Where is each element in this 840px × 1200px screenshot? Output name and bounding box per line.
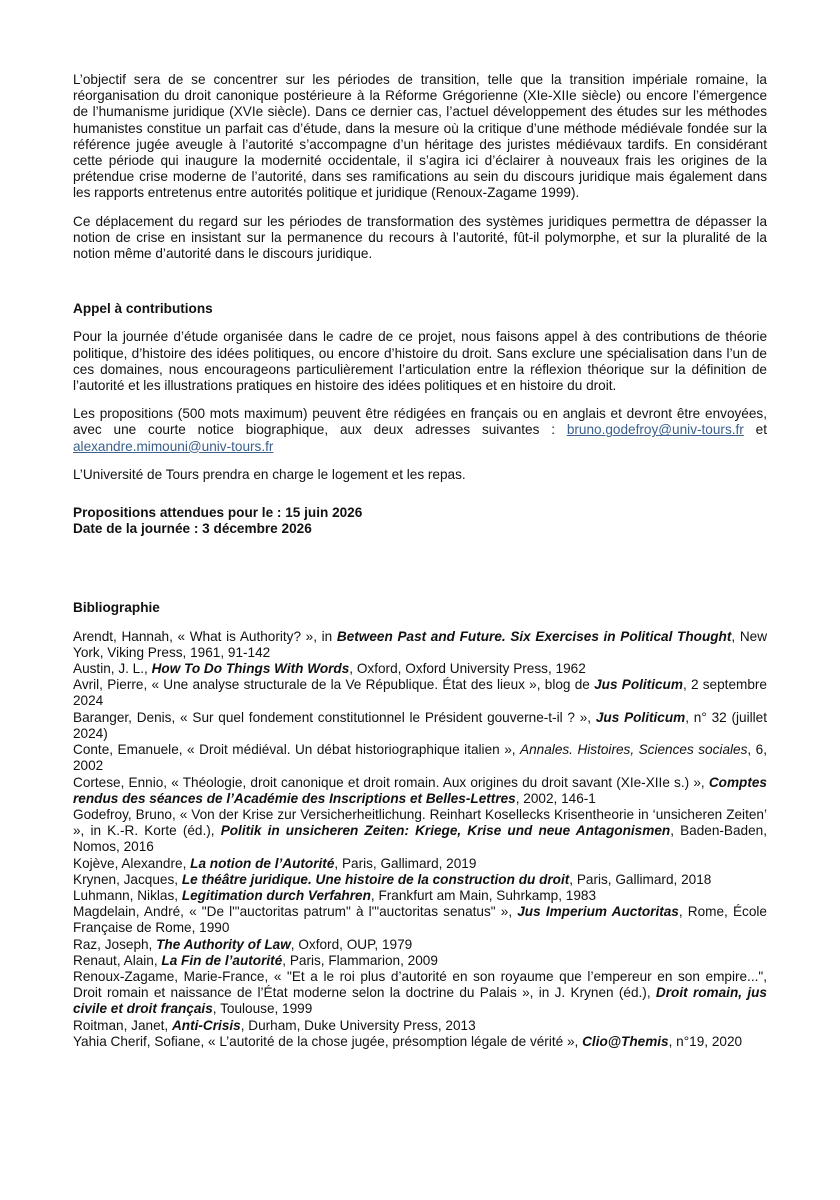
bibliography-text: , Oxford, OUP, 1979 (290, 936, 413, 952)
bibliography-entry (73, 969, 767, 1018)
bibliography-title: Jus Politicum (595, 709, 686, 725)
intro-paragraph-1: L’objectif sera de se concentrer sur les périodes de transition, telle que la transition impériale romaine, la réorganisation du droit canonique postérieure à la Réforme Grégorienne (XIe-XIIe siècle) ou encore l’émergence de l’humanisme juridique (XVIe siècle). Dans ce dernier cas, l’actuel développement des études sur les méthodes humanistes constitue un parfait cas d’étude, dans la mesure où la critique d’une méthode médiévale fondée sur la référence jugée aveugle à l’autorité s’accompagne d’un héritage des juristes médiévaux tardifs. En considérant cette période qui inaugure la modernité occidentale, il s’agira ici d’éclairer à nouveaux frais les origines de la prétendue crise moderne de l’autorité, dans ses ramifications au sein du discours juridique mais également dans les rapports entretenus entre autorités politique et juridique (Renoux-Zagame 1999). (73, 72, 767, 201)
bibliography-text: , 2 septembre 2024 (73, 677, 767, 709)
bibliography-title: Comptes rendus des séances de l’Académie des Inscriptions et Belles-Lettres (73, 774, 767, 806)
bibliography-text: , Baden-Baden, Nomos, 2016 (73, 823, 767, 855)
bibliography-title: Jus Imperium Auctoritas (517, 904, 679, 920)
bibliography-title: La notion de l’Autorité (190, 855, 335, 871)
bibliography-text: , Frankfurt am Main, Suhrkamp, 1983 (370, 887, 597, 903)
bibliography-list (73, 629, 767, 1050)
bibliography-text: Cortese, Ennio, « Théologie, droit canonique et droit romain. Aux origines du droit savant (XIe-XIIe s.) », (73, 774, 709, 790)
bibliography-text: Conte, Emanuele, « Droit médiéval. Un débat historiographique italien », (73, 742, 521, 758)
document-page (73, 72, 767, 1050)
bibliography-entry (73, 953, 767, 969)
bibliography-entry (73, 1034, 767, 1050)
bibliography-text: , Oxford, Oxford University Press, 1962 (349, 661, 586, 677)
bibliography-text: , 2002, 146-1 (515, 790, 596, 806)
event-date-line: Date de la journée : 3 décembre 2026 (73, 521, 312, 537)
bibliography-entry (73, 710, 767, 742)
bibliography-entry (73, 661, 767, 677)
email-link-godefroy[interactable]: bruno.godefroy@univ-tours.fr (566, 422, 744, 438)
bibliography-text: Yahia Cherif, Sofiane, « L’autorité de la chose jugée, présomption légale de vérité », (73, 1033, 583, 1049)
bibliography-text: Raz, Joseph, (73, 936, 157, 952)
bibliography-text: , Durham, Duke University Press, 2013 (240, 1017, 476, 1033)
bibliography-text: Roitman, Janet, (73, 1017, 172, 1033)
bibliography-title: Between Past and Future. Six Exercises in Political Thought (336, 628, 732, 644)
bibliography-title: Le théâtre juridique. Une histoire de la construction du droit (181, 871, 570, 887)
bibliography-entry (73, 629, 767, 661)
bibliography-text: , n°19, 2020 (668, 1033, 743, 1049)
bibliography-text: Avril, Pierre, « Une analyse structurale de la Ve République. État des lieux », blog de (73, 677, 595, 693)
bibliography-text: , 6, 2002 (73, 742, 768, 774)
bibliography-entry (73, 904, 767, 936)
bibliography-text: Magdelain, André, « "De l'"auctoritas patrum" à l'"auctoritas senatus" », (73, 904, 518, 920)
bibliography-text: Godefroy, Bruno, « Von der Krise zur Versicherheitlichung. Reinhart Kosellecks Krisentheorie in ‘unsicheren Zeiten’ », in K.-R. Korte (éd.), (73, 806, 767, 839)
intro-paragraph-2: Ce déplacement du regard sur les périodes de transformation des systèmes juridiques permettra de dépasser la notion de crise en insistant sur la permanence du recours à l’autorité, fût-il polymorphe, et sur la pluralité de la notion même d’autorité dans le discours juridique. (73, 213, 767, 262)
bibliography-text: Luhmann, Niklas, (73, 887, 182, 903)
bibliography-entry (73, 677, 767, 709)
bibliography-entry (73, 872, 767, 888)
bibliography-text: , Paris, Gallimard, 2018 (569, 871, 712, 887)
deadline-line: Propositions attendues pour le : 15 juin 2026 (73, 505, 363, 521)
bibliography-entry (73, 856, 767, 872)
bibliography-title: Annales. Histoires, Sciences sociales (520, 742, 748, 758)
email-separator: et (755, 422, 767, 438)
bibliography-title: Jus Politicum (594, 677, 683, 693)
bibliography-text: Renoux-Zagame, Marie-France, « "Et a le roi plus d’autorité en son royaume que l’empereur en son empire...", Droit romain et naissance de l’État moderne selon la doctrine du Palais », in J. Krynen (éd.), (73, 968, 767, 1001)
bibliography-title: Anti-Crisis (171, 1017, 241, 1033)
bibliography-entry (73, 807, 767, 856)
bibliography-text: Baranger, Denis, « Sur quel fondement constitutionnel le Président gouverne-t-il ? », (73, 709, 596, 725)
bibliography-entry (73, 888, 767, 904)
bibliography-text: , Paris, Flammarion, 2009 (282, 952, 438, 968)
bibliography-text: , n° 32 (juillet 2024) (73, 709, 767, 741)
bibliography-entry (73, 937, 767, 953)
email-link-mimouni[interactable]: alexandre.mimouni@univ-tours.fr (73, 438, 274, 454)
call-paragraph-2 (73, 406, 767, 455)
bibliography-text: , New York, Viking Press, 1961, 91-142 (73, 628, 768, 660)
bibliography-entry (73, 1018, 767, 1034)
dates-block (73, 505, 767, 537)
bibliography-title: Politik in unsicheren Zeiten: Kriege, Krise und neue Antagonismen (220, 823, 671, 839)
call-paragraph-3: L’Université de Tours prendra en charge le logement et les repas. (73, 466, 466, 482)
bibliography-entry (73, 775, 767, 807)
bibliography-title: Droit romain, jus civile et droit français (73, 985, 767, 1017)
bibliography-title: How To Do Things With Words (151, 661, 350, 677)
bibliography-text: Kojève, Alexandre, (73, 855, 191, 871)
bibliography-text: , Rome, École Française de Rome, 1990 (73, 904, 767, 936)
bibliography-title: Clio@Themis (582, 1033, 669, 1049)
bibliography-entry (73, 742, 767, 774)
call-heading: Appel à contributions (73, 301, 213, 317)
submission-text: Les propositions (500 mots maximum) peuvent être rédigées en français ou en anglais et devront être envoyées, avec une courte notice biographique, aux deux adresses suivantes : (73, 406, 767, 438)
bibliography-text: Austin, J. L., (73, 661, 152, 677)
bibliography-title: La Fin de l’autorité (161, 952, 283, 968)
bibliography-heading: Bibliographie (73, 600, 160, 616)
call-paragraph-1: Pour la journée d’étude organisée dans le cadre de ce projet, nous faisons appel à des contributions de théorie politique, d’histoire des idées politiques, ou encore d’histoire du droit. Sans exclure une spécialisation dans l’un de ces domaines, nous encourageons particulièrement l’articulation entre la réflexion théorique sur la définition de l’autorité et les illustrations pratiques en histoire des idées politiques et en histoire du droit. (73, 329, 767, 394)
bibliography-title: Legitimation durch Verfahren (181, 887, 371, 903)
bibliography-text: Krynen, Jacques, (73, 871, 182, 887)
bibliography-text: , Paris, Gallimard, 2019 (334, 855, 477, 871)
bibliography-text: Renaut, Alain, (73, 952, 162, 968)
bibliography-title: The Authority of Law (156, 936, 291, 952)
bibliography-text: Arendt, Hannah, « What is Authority? », in (73, 628, 337, 644)
bibliography-text: , Toulouse, 1999 (212, 1001, 313, 1017)
